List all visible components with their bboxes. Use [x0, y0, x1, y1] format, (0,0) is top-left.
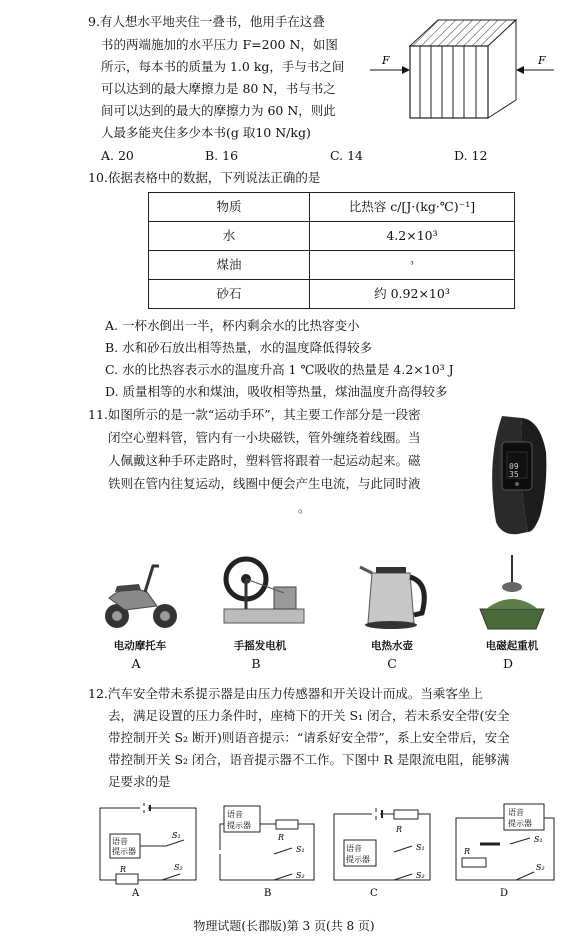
force-label-left: F: [382, 54, 390, 67]
device-label: 语音: [346, 844, 362, 853]
table-header: 物质: [149, 193, 310, 222]
image-caption-d: 电磁起重机: [485, 640, 539, 652]
q11-line-4: 铁则在管内往复运动，线圈中便会产生电流，与此同时液: [108, 476, 421, 491]
table-header-row: [149, 193, 515, 222]
circuit-diagram-a: [96, 800, 206, 900]
q9-option-a: A. 20: [101, 148, 134, 163]
image-caption-b: 手摇发电机: [233, 640, 287, 652]
circuit-letter-d: D: [500, 888, 509, 899]
specific-heat-table: [148, 192, 515, 309]
table-row: [149, 222, 515, 251]
circuit-letter-a: A: [132, 888, 140, 899]
device-label: 提示器: [112, 847, 136, 856]
q11-line-3: 人佩戴这种手环走路时，塑料管将跟着一起运动起来。磁: [108, 453, 421, 468]
image-letter-d: D: [502, 656, 514, 671]
q10-option-a: A. 一杯水倒出一半，杯内剩余水的比热容变小: [105, 318, 360, 333]
q12-line-4: 带控制开关 S₂ 闭合，语音提示器不工作。下图中 R 是限流电阻，能够满: [108, 752, 510, 767]
q11-line-2: 闭空心塑料管，管内有一小块磁铁，管外缠绕着线圈。当: [108, 430, 421, 445]
q9-line-2: 书的两端施加的水平压力 F=200 N，如图: [101, 37, 338, 52]
q12-line-1: 12.汽车安全带未系提示器是由压力传感器和开关设计而成。当乘客坐上: [88, 686, 483, 701]
image-caption-a: 电动摩托车: [113, 640, 167, 652]
table-cell: ³: [310, 251, 515, 280]
force-label-right: F: [538, 54, 546, 67]
q9-option-c: C. 14: [330, 148, 363, 163]
resistor-label: R: [120, 865, 127, 874]
q11-line-5: 。: [298, 500, 311, 515]
device-label: 提示器: [508, 819, 532, 828]
electric-kettle-image: [350, 553, 434, 633]
fitness-band-image: [482, 412, 554, 538]
switch-label: S₂: [416, 871, 425, 880]
switch-label: S₂: [296, 871, 305, 880]
table-header: 比热容 c/[J·(kg·℃)⁻¹]: [310, 193, 515, 222]
electric-scooter-image: [95, 556, 185, 632]
image-letter-c: C: [387, 656, 397, 671]
table-row: [149, 280, 515, 309]
q9-line-1: 9.有人想水平地夹住一叠书，他用手在这叠: [88, 14, 325, 29]
hand-generator-image: [214, 553, 310, 633]
device-label: 语音: [508, 808, 524, 817]
resistor-label: R: [278, 833, 285, 842]
device-label: 提示器: [227, 821, 251, 830]
q10-option-c: C. 水的比热容表示水的温度升高 1 ℃吸收的热量是 4.2×10³ J: [105, 362, 454, 377]
device-label: 语音: [227, 810, 243, 819]
table-cell: 4.2×10³: [310, 222, 515, 251]
q9-option-b: B. 16: [205, 148, 239, 163]
q10-option-d: D. 质量相等的水和煤油，吸收相等热量，煤油温度升高得较多: [105, 384, 448, 399]
image-caption-c: 电热水壶: [371, 640, 413, 652]
table-cell: 约 0.92×10³: [310, 280, 515, 309]
q12-line-2: 去，满足设置的压力条件时，座椅下的开关 S₁ 闭合，若未系安全带(安全: [108, 708, 510, 723]
circuit-diagram-b: [214, 800, 324, 900]
q9-line-5: 间可以达到的最大的摩擦力为 60 N，则此: [101, 103, 336, 118]
device-label: 提示器: [346, 855, 370, 864]
circuit-letter-b: B: [264, 888, 272, 899]
switch-label: S₂: [174, 863, 183, 872]
q11-line-1: 11.如图所示的是一款“运动手环”，其主要工作部分是一段密: [88, 407, 421, 422]
q10-stem: 10.依据表格中的数据，下列说法正确的是: [88, 170, 321, 185]
resistor-label: R: [396, 825, 403, 834]
image-letter-a: A: [131, 656, 141, 671]
q9-line-6: 人最多能夹住多少本书(g 取10 N/kg): [101, 125, 311, 140]
electromagnetic-crane-image: [470, 553, 554, 633]
svg-text:35: 35: [509, 470, 519, 479]
book-stack-figure: [368, 14, 558, 124]
table-cell: 煤油: [149, 251, 310, 280]
circuit-letter-c: C: [370, 888, 378, 899]
q10-option-b: B. 水和砂石放出相等热量，水的温度降低得较多: [105, 340, 373, 355]
resistor-label: R: [464, 847, 471, 856]
switch-label: S₁: [534, 835, 543, 844]
q12-line-3: 带控制开关 S₂ 断开)则语音提示：“请系好安全带”，系上安全带后，安全: [108, 730, 510, 745]
device-label: 语音: [112, 837, 128, 846]
page-footer: 物理试题(长郡版)第 3 页(共 8 页): [193, 919, 375, 933]
switch-label: S₁: [172, 831, 181, 840]
q9-option-d: D. 12: [454, 148, 488, 163]
q9-line-3: 所示，每本书的质量为 1.0 kg，手与书之间: [101, 59, 345, 74]
switch-label: S₂: [536, 863, 545, 872]
circuit-diagram-c: [330, 800, 442, 900]
table-cell: 水: [149, 222, 310, 251]
table-row: [149, 251, 515, 280]
svg-text:09: 09: [509, 462, 519, 471]
table-cell: 砂石: [149, 280, 310, 309]
image-letter-b: B: [251, 656, 261, 671]
switch-label: S₁: [296, 845, 305, 854]
switch-label: S₁: [416, 843, 425, 852]
q9-line-4: 可以达到的最大摩擦力是 80 N，书与书之: [101, 81, 336, 96]
q12-line-5: 足要求的是: [108, 774, 171, 789]
circuit-diagram-d: [450, 800, 560, 900]
